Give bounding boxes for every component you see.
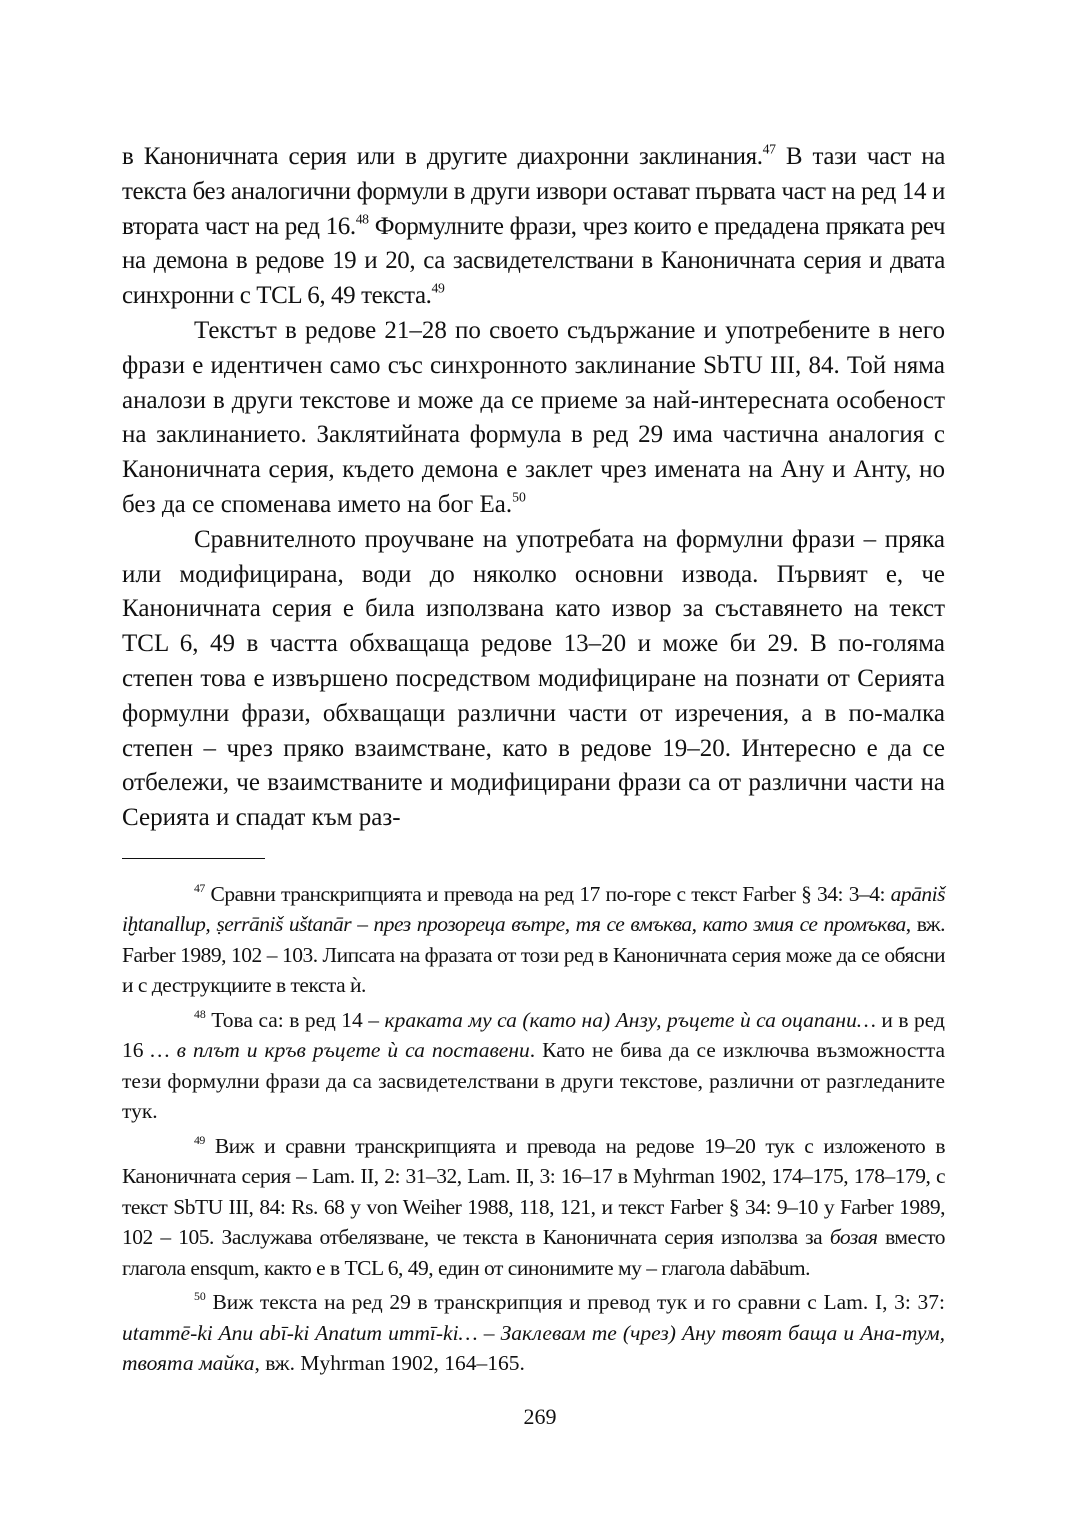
footnote: $^{48}$ Това са: в ред 14 – краката му са (като на) Анзу, ръцете ѝ са оцапани… и в ред 16 … в плът и кръв ръцете ѝ са поставени. Като не бива да се изключва възможността тези формулни фрази да са засвидетелствани в други текстове, различни от разгледаните тук. — [122, 1007, 945, 1124]
footnote-number: 50 — [194, 1289, 206, 1304]
footnote-ref[interactable]: 50 — [512, 489, 526, 505]
footnotes — [122, 879, 945, 1379]
footnote: $^{50}$ Виж текста на ред 29 в транскрипция и превод тук и го сравни с Lam. I, 3: 37: utammē-ki Anu abī-ki Anatum ummī-ki… – Заклевам те (чрез) Ану твоят баща и Ана-тум, твоята майка, вж. Myhrman 1902, 164–165. — [122, 1289, 945, 1376]
footnote-ref[interactable]: 48 — [355, 211, 369, 227]
footnote: $^{49}$ Виж и сравни транскрипцията и превода на редове 19–20 тук с изложеното в Каноничната серия – Lam. II, 2: 31–32, Lam. II, 3: 16–17 в Myhrman 1902, 174–175, 178–179, с текст SbTU III, 84: Rs. 68 у von Weiher 1988, 118, 121, и текст Farber § 34: 9–10 у Farber 1989, 102 – 105. Заслужава отбелязване, че текста в Каноничната серия използва за бозая вместо глагола ensqum, както е в TCL 6, 49, един от синонимите му – глагола dabābum. — [122, 1133, 945, 1280]
paragraph: Сравнителното проучване на употребата на формулни фрази – пряка или модифицирана, води до няколко основни извода. Първият е, че Каноничната серия е била използвана като извор за съставянето на текст TCL 6, 49 в частта обхващаща редове 13–20 и може би 29. В по-голяма степен това е извършено посредством модифициране на познати от Серията формулни фрази, обхващащи различни части от изречения, а в по-малка степен – чрез пряко взаимстване, като в редове 19–20. Интересно е да се отбележи, че взаимстваните и модифицирани фрази са от различни части на Серията и спадат към раз- — [122, 525, 945, 832]
main-text — [122, 140, 945, 836]
footnote-ref[interactable]: 47 — [762, 141, 776, 157]
paragraph: в Каноничната серия или в другите диахронни заклинания.$^{47}$ В тази част на текста без аналогични формули в други извори остават първата част на ред 14 и втората част на ред 16.48 Формулните фрази, чрез които е предадена пряката реч на демона в редове 19 и 20, са засвидетелствани в Каноничната серия и двата синхронни с TCL 6, 49 текста.$^{49}$ — [122, 141, 945, 310]
footnote-number: 49 — [194, 1133, 205, 1148]
footnote: $^{47}$ Сравни транскрипцията и превода на ред 17 по-горе с текст Farber § 34: 3–4: apāniš iḫtanallup, ṣerrāniš uštanār – през прозореца вътре, тя се вмъква, като змия се промъква, вж. Farber 1989, 102 – 103. Липсата на фразата от този ред в Каноничната серия може да се обясни и с деструкциите в текста ѝ. — [122, 881, 945, 998]
page-number: 269 — [523, 1404, 557, 1429]
footnote-number: 47 — [194, 881, 205, 896]
footnote-ref[interactable]: 49 — [431, 280, 445, 296]
paragraph: Текстът в редове 21–28 по своето съдържание и употребените в него фрази е идентичен само със синхронното заклинание SbTU III, 84. Той няма аналози в други текстове и може да се приеме за най-интересната особеност на заклинанието. Заклятийната формула в ред 29 има частична аналогия с Каноничната серия, където демона е заклет чрез имената на Ану и Анту, но без да се споменава името на бог Еа.$^{50}$ — [122, 316, 945, 518]
footnote-separator — [122, 858, 265, 859]
footnote-number: 48 — [194, 1007, 206, 1022]
page — [122, 140, 945, 1383]
